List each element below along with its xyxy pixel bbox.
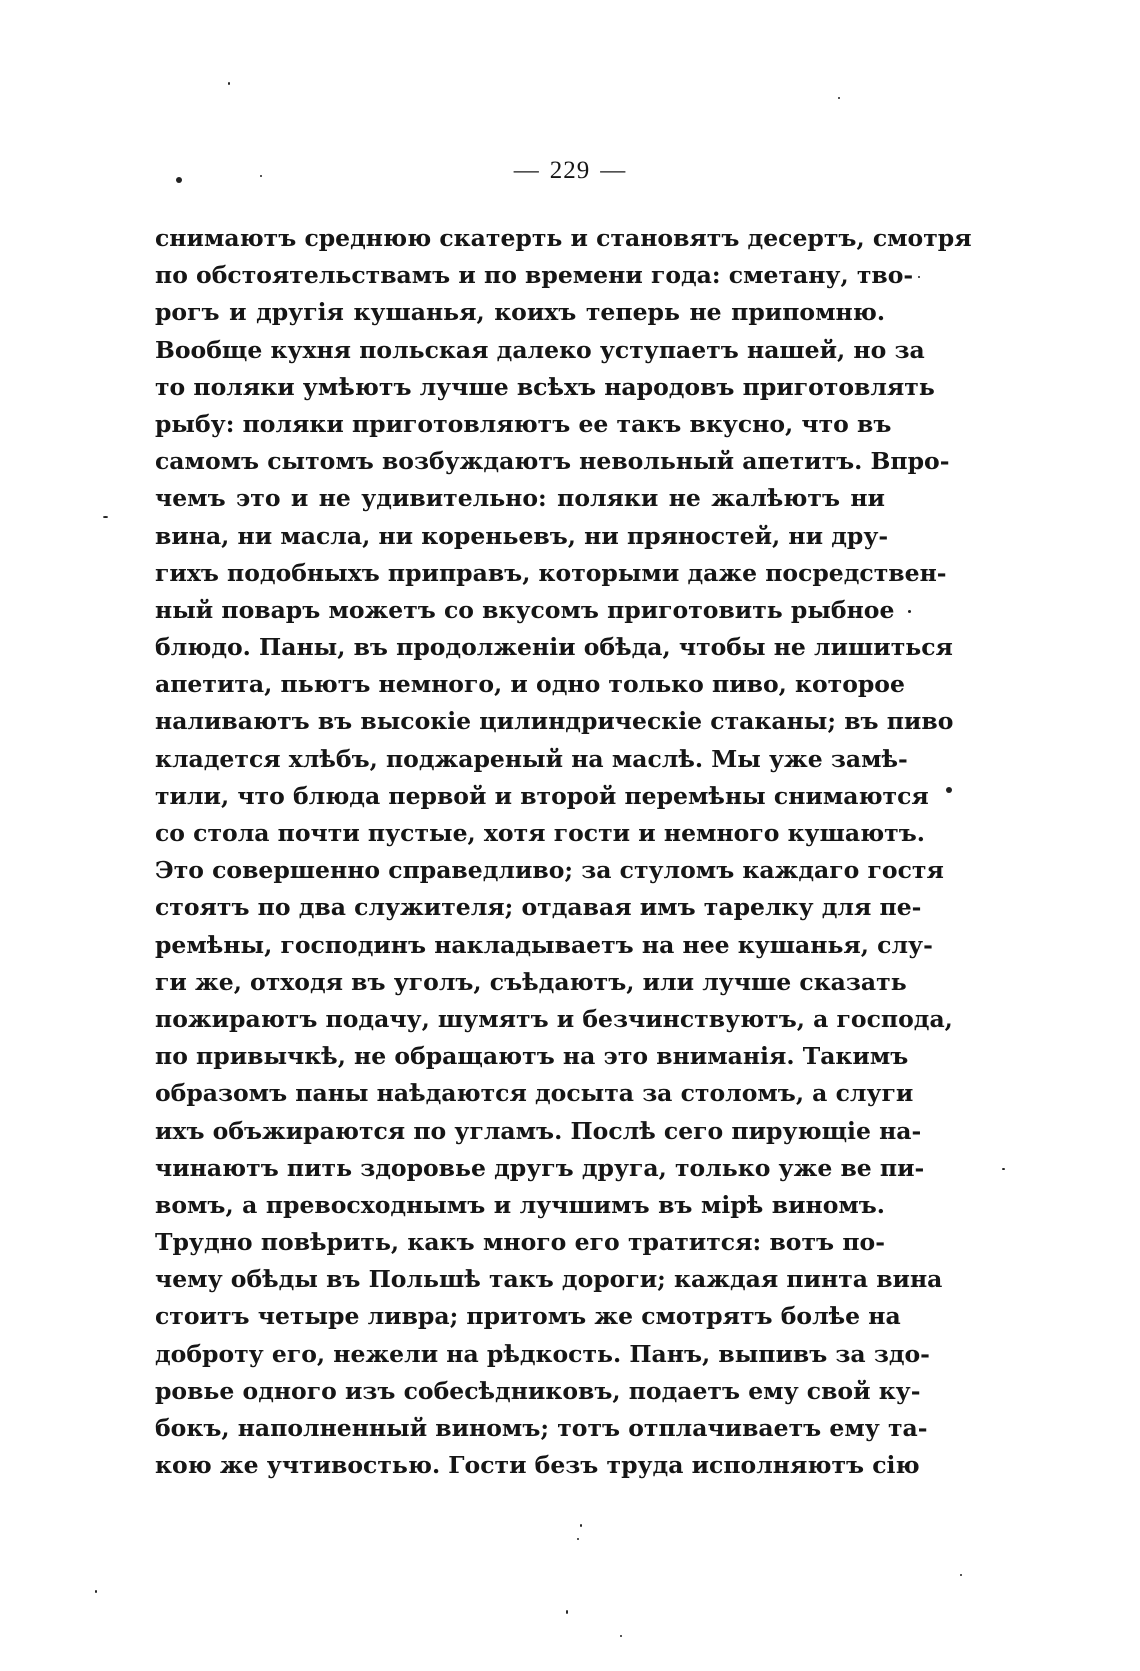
text-line: рыбу: поляки приготовляютъ ее такъ вкусно, что въ — [155, 409, 892, 438]
text-line: вина, ни масла, ни кореньевъ, ни пряностей, ни дру- — [155, 521, 889, 550]
scan-speck — [620, 1635, 622, 1637]
scan-speck — [580, 1524, 582, 1527]
text-line: снимаютъ среднюю скатерть и становятъ десертъ, смотря — [155, 224, 972, 252]
scan-speck — [908, 610, 911, 613]
text-line: бокъ, наполненный виномъ; тотъ отплачиваетъ ему та- — [155, 1414, 928, 1442]
scan-speck — [946, 787, 952, 793]
scan-speck — [228, 82, 230, 85]
text-line: блюдо. Паны, въ продолженiи обѣда, чтобы не лишиться — [155, 633, 953, 662]
scan-speck — [918, 276, 920, 278]
text-line: Вообще кухня польская далеко уступаетъ нашей, но за — [155, 335, 925, 364]
text-line: со стола почти пустые, хотя гости и немного кушаютъ. — [155, 819, 925, 847]
text-line: стоитъ четыре ливра; притомъ же смотрятъ болѣе на — [155, 1302, 901, 1331]
text-line: вомъ, а превосходнымъ и лучшимъ въ мiрѣ виномъ. — [155, 1190, 885, 1219]
page-header — [0, 157, 1140, 185]
text-line: кладется хлѣбъ, поджареный на маслѣ. Мы уже замѣ- — [155, 744, 908, 773]
text-line: гихъ подобныхъ приправъ, которыми даже посредствен- — [155, 558, 947, 587]
text-line: кою же учтивостью. Гости безъ труда исполняютъ сiю — [155, 1451, 920, 1480]
text-line: чемъ это и не удивительно: поляки не жалѣютъ ни — [155, 484, 885, 513]
text-line: по обстоятельствамъ и по времени года: сметану, тво- — [155, 261, 914, 290]
text-line: ный поваръ можетъ со вкусомъ приготовить рыбное — [155, 595, 895, 624]
text-line: чему обѣды въ Польшѣ такъ дороги; каждая пинта вина — [155, 1265, 943, 1294]
scan-speck — [577, 1538, 579, 1540]
body-text — [155, 220, 972, 1484]
text-line: доброту его, нежели на рѣдкость. Панъ, выпивъ за здо- — [155, 1339, 930, 1368]
text-line: ги же, отходя въ уголъ, съѣдаютъ, или лучше сказать — [155, 967, 907, 996]
scan-speck — [176, 177, 182, 183]
text-line: образомъ паны наѣдаются досыта за столомъ, а слуги — [155, 1079, 914, 1108]
text-line: стоятъ по два служителя; отдавая имъ тарелку для пе- — [155, 893, 922, 922]
scan-speck — [95, 1590, 97, 1593]
text-line: апетита, пьютъ немного, и одно только пиво, которое — [155, 670, 905, 699]
scan-speck — [260, 175, 262, 177]
text-line: по привычкѣ, не обращаютъ на это вниманiя. Такимъ — [155, 1042, 909, 1071]
page-number: 229 — [549, 157, 591, 184]
text-line: самомъ сытомъ возбуждаютъ невольный апетитъ. Впро- — [155, 447, 950, 476]
text-line: ихъ объжираются по угламъ. Послѣ сего пирующie на- — [155, 1116, 922, 1145]
scan-speck — [103, 516, 108, 518]
text-line: рогъ и другiя кушанья, коихъ теперь не припомню. — [155, 298, 885, 327]
text-line: тили, что блюда первой и второй перемѣны снимаются — [155, 781, 929, 810]
scan-speck — [1002, 1168, 1005, 1170]
text-line: то поляки умѣютъ лучше всѣхъ народовъ приготовлять — [155, 372, 935, 401]
text-line: Трудно повѣрить, какъ много его тратится: вотъ по- — [155, 1228, 885, 1257]
scan-speck — [960, 1574, 962, 1576]
scan-speck — [566, 1610, 568, 1614]
scan-speck — [838, 97, 840, 99]
text-line: ровье одного изъ собесѣдниковъ, подаетъ ему свой ку- — [155, 1376, 921, 1405]
text-line: наливаютъ въ высокie цилиндрическie стаканы; въ пиво — [155, 707, 954, 736]
text-line: ремѣны, господинъ накладываетъ на нее кушанья, слу- — [155, 930, 933, 959]
text-line: чинаютъ пить здоровье другъ друга, только уже ве пи- — [155, 1153, 925, 1182]
header-dash-left: — — [513, 157, 540, 184]
text-line: пожираютъ подачу, шумятъ и безчинствуютъ, а господа, — [155, 1004, 953, 1033]
text-line: Это совершенно справедливо; за стуломъ каждаго гостя — [155, 856, 944, 885]
header-dash-right: — — [600, 157, 627, 184]
